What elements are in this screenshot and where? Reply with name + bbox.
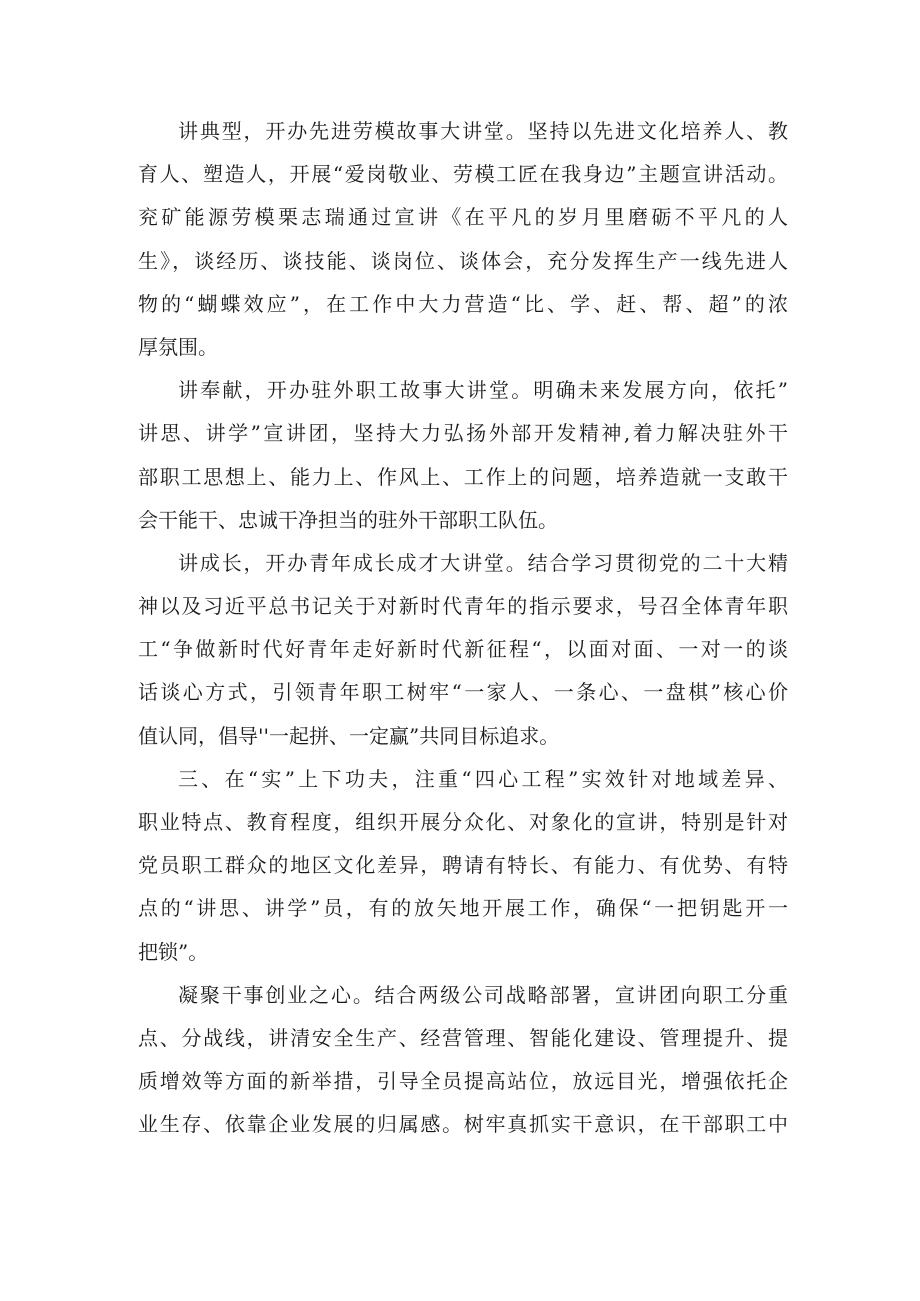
text-line: 兖矿能源劳模栗志瑞通过宣讲《在平凡的岁月里磨砺不平凡的人 — [138, 205, 788, 230]
text-line: 讲成长，开办青年成长成才大讲堂。结合学习贯彻党的二十大精 — [178, 550, 788, 575]
paragraph-overseas-workers — [138, 369, 788, 542]
text-line: 育人、塑造人，开展“爱岗敬业、劳模工匠在我身边”主题宣讲活动。 — [138, 162, 788, 187]
paragraph-entrepreneurship — [138, 974, 788, 1147]
text-line: 三、在“实”上下功夫，注重“四心工程”实效针对地域差异、 — [178, 766, 788, 791]
text-line: 讲奉献，开办驻外职工故事大讲堂。明确未来发展方向，依托” — [178, 378, 788, 403]
text-line: 物的“蝴蝶效应”，在工作中大力营造“比、学、赶、帮、超”的浓 — [138, 291, 788, 316]
text-line: 点的“讲思、讲学”员，有的放矢地开展工作，确保“一把钥匙开一 — [138, 896, 788, 921]
text-line: 话谈心方式，引领青年职工树牢“一家人、一条心、一盘棋”核心价 — [138, 680, 788, 705]
text-line: 业生存、依靠企业发展的归属感。树牢真抓实干意识，在干部职工中 — [138, 1112, 788, 1137]
text-line: 质增效等方面的新举措，引导全员提高站位，放远目光，增强依托企 — [138, 1069, 788, 1094]
text-line: 凝聚干事创业之心。结合两级公司战略部署，宣讲团向职工分重 — [178, 982, 788, 1007]
paragraph-section-three — [138, 758, 788, 974]
document-body — [138, 110, 788, 1147]
paragraph-model-workers — [138, 110, 788, 369]
text-line: 生》，谈经历、谈技能、谈岗位、谈体会，充分发挥生产一线先进人 — [138, 248, 788, 273]
paragraph-youth-growth — [138, 542, 788, 758]
text-line: 工“争做新时代好青年走好新时代新征程“，以面对面、一对一的谈 — [138, 637, 788, 662]
text-line: 点、分战线，讲清安全生产、经营管理、智能化建设、管理提升、提 — [138, 1025, 788, 1050]
text-line: 神以及习近平总书记关于对新时代青年的指示要求，号召全体青年职 — [138, 594, 788, 619]
text-line: 职业特点、教育程度，组织开展分众化、对象化的宣讲，特别是针对 — [138, 810, 788, 834]
text-line: 讲思、讲学”宣讲团，坚持大力弘扬外部开发精神,着力解决驻外干 — [138, 421, 788, 446]
text-line: 部职工思想上、能力上、作风上、工作上的问题，培养造就一支敢干 — [138, 464, 788, 489]
text-line: 值认同，倡导''一起拼、一定赢”共同目标追求。 — [138, 723, 560, 748]
text-line: 厚氛围。 — [138, 334, 218, 359]
text-line: 把锁”。 — [138, 939, 209, 964]
text-line: 党员职工群众的地区文化差异，聘请有特长、有能力、有优势、有特 — [138, 853, 788, 878]
text-line: 会干能干、忠诚干净担当的驻外干部职工队伍。 — [138, 507, 558, 532]
text-line: 讲典型，开办先进劳模故事大讲堂。坚持以先进文化培养人、教 — [178, 119, 788, 143]
